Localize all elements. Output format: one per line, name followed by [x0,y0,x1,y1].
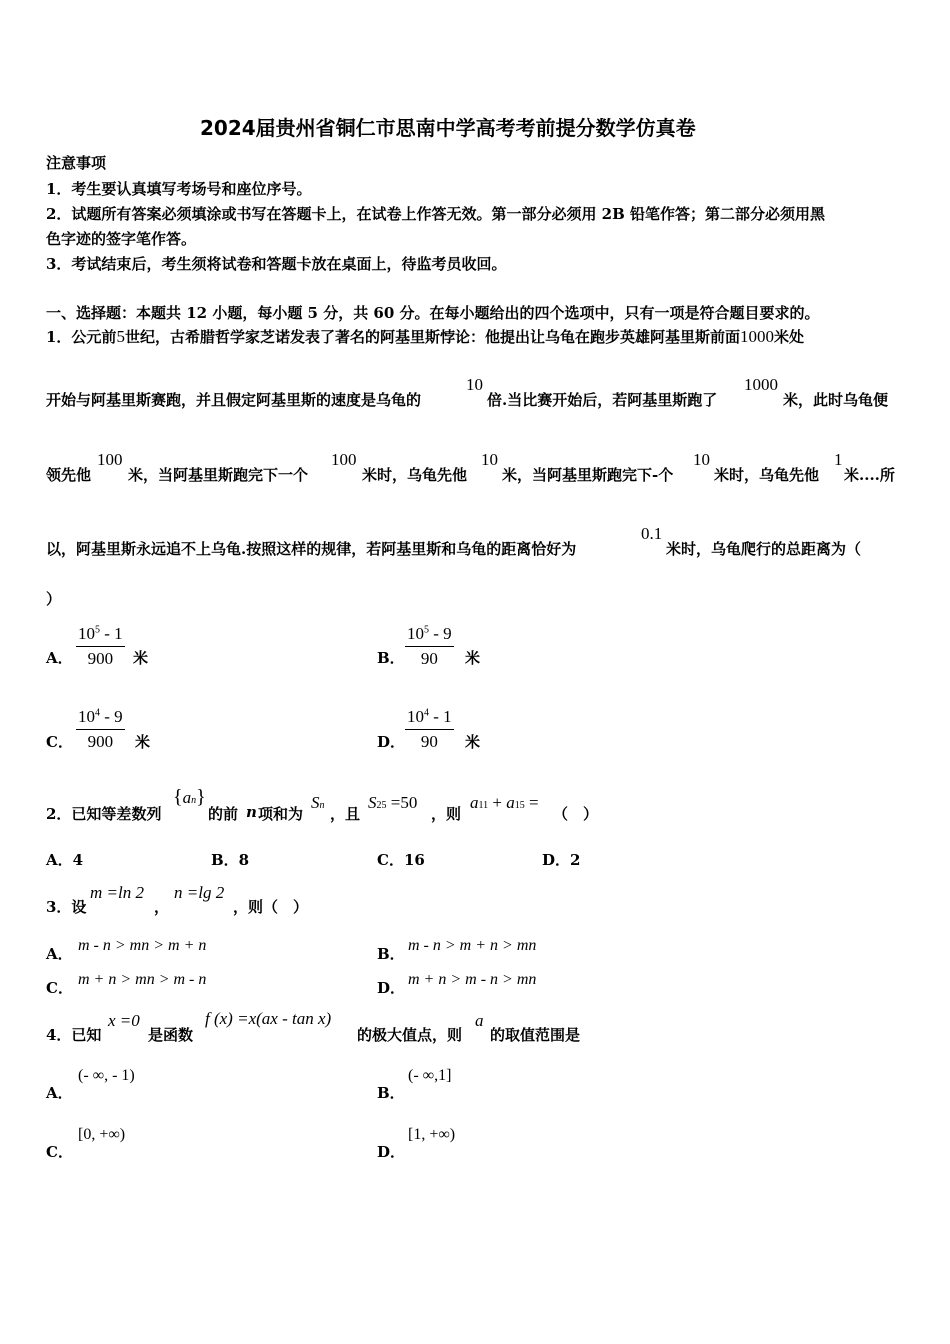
q4-text: 4．已知 [46,1026,102,1044]
notice-item-2: 2．试题所有答案必须填涂或书写在答题卡上，在试卷上作答无效。第一部分必须用 2B 铅笔作答；第二部分必须用黑 [46,205,826,223]
q1-option-b-label[interactable]: B． [377,649,405,667]
q1-value-10: 10 [693,450,710,469]
q2-text: 项和为 [258,805,304,823]
notice-item-1: 1．考生要认真填写考场号和座位序号。 [46,180,312,198]
q3-option-a-expr: m - n > mn > m + n [78,937,207,954]
q4-function: f (x) =x(ax - tan x) [205,1009,332,1028]
q4-option-d-expr: [1, +∞) [408,1126,456,1143]
q4-text: 是函数 [148,1026,194,1044]
q2-n: n [246,803,257,821]
q2-s25: S25 =50 [368,793,418,812]
q1-text: 米....所 [844,466,895,484]
q2-option-d[interactable]: D．2 [542,851,581,869]
q3-option-a-label[interactable]: A． [46,945,73,963]
q3-option-b-expr: m - n > m + n > mn [408,937,537,954]
q1-option-a-unit: 米 [133,649,149,667]
q1-text: 米时，乌龟先他 [362,466,468,484]
q3-option-b-label[interactable]: B． [377,945,405,963]
q1-text: 领先他 [46,466,92,484]
q2-text: ，且 [330,805,361,823]
q3-text: ， [154,898,170,916]
q3-option-c-expr: m + n > mn > m - n [78,971,207,988]
q1-value-100: 100 [97,450,123,469]
q1-value-1000: 1000 [744,375,778,394]
q4-option-d-label[interactable]: D． [377,1143,406,1161]
q1-option-c-unit: 米 [135,733,151,751]
q4-a: a [475,1011,484,1030]
q1-line-2 [46,389,421,410]
notice-item-2-cont: 色字迹的签字笔作答。 [46,230,197,248]
q1-value-1000: 1000 [739,327,774,346]
q2-text: （ ） [553,805,599,823]
q1-option-c-label[interactable]: C． [46,733,73,751]
q2-option-b[interactable]: B．8 [211,851,250,869]
q4-option-c-expr: [0, +∞) [78,1126,126,1143]
q3-m: m =ln 2 [90,883,144,902]
q4-text: 的极大值点，则 [357,1026,463,1044]
q1-value-10: 10 [481,450,498,469]
q1-text: 开始与阿基里斯赛跑，并且假定阿基里斯的速度是乌龟的 [46,391,422,409]
q1-option-a-fraction: $\frac{10^5 - 1}{900}$ [78,624,123,668]
q1-option-d-fraction: $\frac{10^4 - 1}{90}$ [407,707,452,751]
q1-text: 米，当阿基里斯跑完下一个 [128,466,309,484]
q1-text: 米，此时乌龟便 [783,391,889,409]
q4-text: 的取值范围是 [490,1026,581,1044]
q1-text: 米时，乌龟先他 [714,466,820,484]
q2-text: 的前 [208,805,239,823]
q1-text: 倍.当比赛开始后，若阿基里斯跑了 [487,391,718,409]
q1-option-d-label[interactable]: D． [377,733,406,751]
q2-text: ，则 [431,805,462,823]
q1-text: 世纪，古希腊哲学家芝诺发表了著名的阿基里斯悖论：他提出让乌龟在跑步英雄阿基里斯前面 [124,328,740,346]
q1-text: 米处 [773,328,804,346]
q3-option-d-label[interactable]: D． [377,979,406,997]
notice-heading: 注意事项 [46,154,107,172]
q4-option-a-expr: (- ∞, - 1) [78,1067,135,1084]
q4-option-b-expr: (- ∞,1] [408,1067,452,1084]
q4-x0: x =0 [108,1011,140,1030]
q1-line-1 [46,326,804,347]
q4-option-c-label[interactable]: C． [46,1143,73,1161]
q2-sequence: {an} [173,786,206,808]
q2-sum: a11 + a15 = [470,793,539,812]
q1-value-5: 5 [116,327,125,346]
q1-text: ） [46,590,62,608]
q1-option-d-unit: 米 [465,733,481,751]
page-title: 2024届贵州省铜仁市思南中学高考考前提分数学仿真卷 [200,116,696,140]
q1-option-c-fraction: $\frac{10^4 - 9}{900}$ [78,707,123,751]
q1-text: 以，阿基里斯永远追不上乌龟.按照这样的规律，若阿基里斯和乌龟的距离恰好为 [46,540,577,558]
q3-text: ，则（ ） [233,898,309,916]
q4-option-a-label[interactable]: A． [46,1084,73,1102]
q4-option-b-label[interactable]: B． [377,1084,405,1102]
q1-text: 1．公元前 [46,328,117,346]
q1-option-a-label[interactable]: A． [46,649,73,667]
section-heading: 一、选择题：本题共 12 小题，每小题 5 分，共 60 分。在每小题给出的四个选项中，只有一项是符合题目要求的。 [46,304,820,322]
q3-n: n =lg 2 [174,883,225,902]
q1-option-b-fraction: $\frac{10^5 - 9}{90}$ [407,624,452,668]
q2-option-c[interactable]: C．16 [377,851,425,869]
q3-option-c-label[interactable]: C． [46,979,73,997]
q2-text: 2．已知等差数列 [46,805,162,823]
q3-option-d-expr: m + n > m - n > mn [408,971,537,988]
q1-value-100: 100 [331,450,357,469]
q2-option-a[interactable]: A．4 [46,851,84,869]
notice-item-3: 3．考试结束后，考生须将试卷和答题卡放在桌面上，待监考员收回。 [46,255,507,273]
q3-text: 3．设 [46,898,87,916]
q1-text: 米时，乌龟爬行的总距离为（ [666,540,862,558]
q1-text: 米，当阿基里斯跑完下-个 [502,466,674,484]
q1-value-10: 10 [466,375,483,394]
q1-option-b-unit: 米 [465,649,481,667]
q1-value-1: 1 [834,450,843,469]
q2-sn: Sn [311,793,325,812]
q1-value-0-1: 0.1 [641,524,663,543]
